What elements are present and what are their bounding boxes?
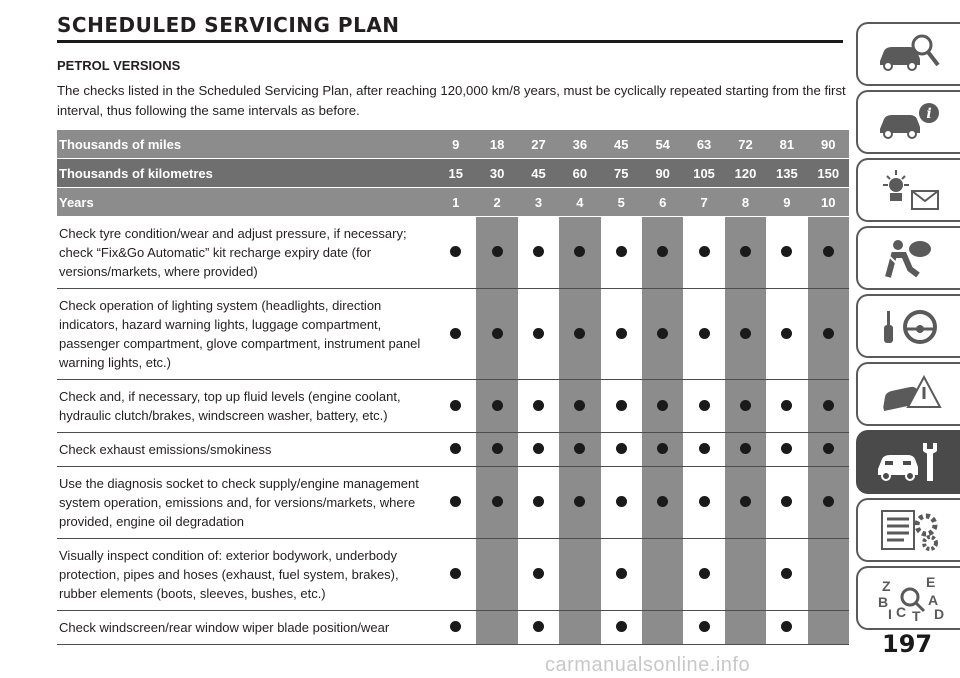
header-value: 90 (808, 130, 849, 159)
interval-cell (559, 433, 600, 467)
interval-cell (683, 467, 724, 539)
check-required-dot (574, 496, 585, 507)
index-letter: I (888, 606, 892, 622)
check-required-dot (616, 443, 627, 454)
check-required-dot (533, 400, 544, 411)
alphabetical-index-icon (874, 573, 944, 623)
tab-knowing-your-car[interactable] (856, 22, 960, 86)
check-required-dot (823, 443, 834, 454)
header-value: 18 (476, 130, 517, 159)
header-value: 2 (476, 188, 517, 217)
interval-cell (476, 467, 517, 539)
interval-cell (808, 611, 849, 645)
check-required-dot (699, 400, 710, 411)
check-required-dot (823, 246, 834, 257)
header-value: 81 (766, 130, 807, 159)
key-steering-wheel-icon (874, 303, 944, 349)
check-required-dot (781, 246, 792, 257)
check-required-dot (450, 496, 461, 507)
check-required-dot (781, 496, 792, 507)
header-value: 45 (518, 159, 559, 188)
table-row (57, 539, 849, 611)
interval-cell (766, 433, 807, 467)
interval-cell (435, 467, 476, 539)
header-value: 5 (601, 188, 642, 217)
interval-cell (725, 217, 766, 289)
check-required-dot (574, 400, 585, 411)
header-value: 10 (808, 188, 849, 217)
tab-in-an-emergency[interactable] (856, 362, 960, 426)
header-value: 9 (435, 130, 476, 159)
check-required-dot (616, 400, 627, 411)
check-required-dot (781, 621, 792, 632)
interval-cell (435, 539, 476, 611)
section-subheading: PETROL VERSIONS (57, 58, 181, 73)
tab-starting-driving[interactable] (856, 294, 960, 358)
interval-cell (518, 611, 559, 645)
check-required-dot (492, 246, 503, 257)
interval-cell (601, 380, 642, 433)
header-row (57, 159, 849, 188)
check-required-dot (492, 328, 503, 339)
check-required-dot (657, 496, 668, 507)
interval-cell (766, 611, 807, 645)
header-value: 7 (683, 188, 724, 217)
car-wrench-icon (874, 439, 944, 485)
header-row (57, 188, 849, 217)
check-required-dot (616, 496, 627, 507)
header-label: Thousands of kilometres (57, 159, 435, 188)
interval-cell (642, 217, 683, 289)
check-required-dot (699, 621, 710, 632)
check-required-dot (823, 496, 834, 507)
interval-cell (642, 289, 683, 380)
header-value: 60 (559, 159, 600, 188)
check-required-dot (699, 328, 710, 339)
check-required-dot (492, 443, 503, 454)
check-description: Check windscreen/rear window wiper blade position/wear (57, 611, 435, 645)
interval-cell (808, 380, 849, 433)
check-required-dot (781, 328, 792, 339)
check-required-dot (450, 400, 461, 411)
interval-cell (725, 433, 766, 467)
check-required-dot (450, 328, 461, 339)
specifications-gear-icon (874, 507, 944, 553)
table-row (57, 467, 849, 539)
table-row (57, 380, 849, 433)
check-required-dot (657, 246, 668, 257)
check-required-dot (450, 246, 461, 257)
check-required-dot (492, 400, 503, 411)
check-required-dot (740, 496, 751, 507)
check-required-dot (740, 246, 751, 257)
interval-cell (435, 433, 476, 467)
interval-cell (683, 217, 724, 289)
check-required-dot (781, 568, 792, 579)
check-required-dot (533, 328, 544, 339)
interval-cell (559, 467, 600, 539)
interval-cell (435, 611, 476, 645)
interval-cell (808, 433, 849, 467)
check-required-dot (616, 568, 627, 579)
interval-cell (476, 433, 517, 467)
header-value: 6 (642, 188, 683, 217)
interval-cell (518, 289, 559, 380)
car-info-icon (874, 99, 944, 145)
interval-cell (808, 539, 849, 611)
interval-cell (435, 217, 476, 289)
header-value: 54 (642, 130, 683, 159)
interval-cell (559, 539, 600, 611)
interval-cell (601, 217, 642, 289)
interval-cell (518, 380, 559, 433)
interval-cell (808, 289, 849, 380)
check-description: Use the diagnosis socket to check supply/engine management system operation, emissions and, for versions/markets, where provided, engine oil degradation (57, 467, 435, 539)
header-label: Thousands of miles (57, 130, 435, 159)
car-magnifier-icon (874, 31, 944, 77)
interval-cell (766, 467, 807, 539)
interval-cell (601, 611, 642, 645)
check-required-dot (450, 621, 461, 632)
header-value: 150 (808, 159, 849, 188)
tab-safety-info[interactable] (856, 90, 960, 154)
header-value: 30 (476, 159, 517, 188)
interval-cell (559, 611, 600, 645)
header-value: 3 (518, 188, 559, 217)
warning-light-message-icon (874, 167, 944, 213)
interval-cell (601, 433, 642, 467)
check-required-dot (616, 328, 627, 339)
interval-cell (435, 380, 476, 433)
watermark: carmanualsonline.info (545, 654, 751, 676)
index-letter: A (928, 592, 939, 608)
tab-technical-specifications[interactable] (856, 498, 960, 562)
header-value: 72 (725, 130, 766, 159)
interval-cell (725, 467, 766, 539)
interval-cell (518, 467, 559, 539)
check-required-dot (657, 400, 668, 411)
header-value: 9 (766, 188, 807, 217)
check-required-dot (574, 246, 585, 257)
interval-cell (476, 611, 517, 645)
header-value: 90 (642, 159, 683, 188)
check-required-dot (657, 328, 668, 339)
interval-cell (476, 217, 517, 289)
interval-cell (559, 217, 600, 289)
header-value: 1 (435, 188, 476, 217)
check-required-dot (616, 246, 627, 257)
interval-cell (642, 380, 683, 433)
interval-cell (518, 217, 559, 289)
interval-cell (683, 539, 724, 611)
interval-cell (642, 433, 683, 467)
check-required-dot (533, 496, 544, 507)
interval-cell (642, 467, 683, 539)
interval-cell (601, 467, 642, 539)
check-required-dot (450, 568, 461, 579)
interval-cell (476, 380, 517, 433)
interval-cell (642, 539, 683, 611)
check-required-dot (740, 328, 751, 339)
check-required-dot (533, 568, 544, 579)
servicing-plan-table (57, 130, 849, 645)
interval-cell (766, 217, 807, 289)
interval-cell (766, 380, 807, 433)
interval-cell (601, 289, 642, 380)
header-value: 63 (683, 130, 724, 159)
check-required-dot (574, 443, 585, 454)
check-required-dot (533, 621, 544, 632)
interval-cell (559, 380, 600, 433)
interval-cell (766, 289, 807, 380)
index-letter: T (912, 608, 921, 623)
interval-cell (683, 433, 724, 467)
index-letter: B (878, 594, 889, 610)
intro-paragraph: The checks listed in the Scheduled Servicing Plan, after reaching 120,000 km/8 years, must be cyclically repeated starting from the first interval, thus following the same intervals as before. (57, 83, 846, 118)
interval-cell (683, 611, 724, 645)
check-required-dot (657, 443, 668, 454)
car-emergency-icon (874, 371, 944, 417)
interval-cell (476, 289, 517, 380)
index-letter: E (926, 574, 936, 590)
interval-cell (518, 539, 559, 611)
index-letter: D (934, 606, 944, 622)
interval-cell (601, 539, 642, 611)
page-title: SCHEDULED SERVICING PLAN (57, 12, 843, 43)
table-row (57, 611, 849, 645)
check-required-dot (533, 443, 544, 454)
index-letter: Z (882, 578, 891, 594)
check-description: Check exhaust emissions/smokiness (57, 433, 435, 467)
interval-cell (559, 289, 600, 380)
check-required-dot (699, 568, 710, 579)
table-row (57, 289, 849, 380)
header-value: 36 (559, 130, 600, 159)
interval-cell (725, 611, 766, 645)
check-description: Visually inspect condition of: exterior bodywork, underbody protection, pipes and hoses (exhaust, fuel system, brakes), rubber elements (boots, sleeves, bushes, etc.) (57, 539, 435, 611)
header-value: 27 (518, 130, 559, 159)
check-required-dot (699, 496, 710, 507)
interval-cell (766, 539, 807, 611)
tab-alphabetical-index[interactable] (856, 566, 960, 630)
table-row (57, 217, 849, 289)
page-number: 197 (882, 630, 933, 658)
interval-cell (808, 467, 849, 539)
interval-cell (435, 289, 476, 380)
header-row (57, 130, 849, 159)
interval-cell (683, 380, 724, 433)
header-value: 75 (601, 159, 642, 188)
check-required-dot (781, 443, 792, 454)
table-row (57, 433, 849, 467)
interval-cell (725, 289, 766, 380)
tab-safety[interactable] (856, 226, 960, 290)
interval-cell (808, 217, 849, 289)
tab-warning-lights[interactable] (856, 158, 960, 222)
check-required-dot (740, 400, 751, 411)
check-required-dot (699, 246, 710, 257)
tab-servicing-and-care[interactable] (856, 430, 960, 494)
check-description: Check and, if necessary, top up fluid levels (engine coolant, hydraulic clutch/brakes, windscreen washer, battery, etc.) (57, 380, 435, 433)
check-required-dot (492, 496, 503, 507)
check-description: Check operation of lighting system (headlights, direction indicators, hazard warning lights, luggage compartment, passenger compartment, glove compartment, instrument panel warning lights, etc.) (57, 289, 435, 380)
header-value: 15 (435, 159, 476, 188)
check-required-dot (823, 400, 834, 411)
header-value: 8 (725, 188, 766, 217)
header-label: Years (57, 188, 435, 217)
airbag-seatbelt-icon (874, 235, 944, 281)
check-required-dot (823, 328, 834, 339)
check-required-dot (533, 246, 544, 257)
interval-cell (518, 433, 559, 467)
check-required-dot (450, 443, 461, 454)
header-value: 105 (683, 159, 724, 188)
interval-cell (683, 289, 724, 380)
check-description: Check tyre condition/wear and adjust pressure, if necessary; check “Fix&Go Automatic” kit recharge expiry date (for versions/markets, where provided) (57, 217, 435, 289)
header-value: 45 (601, 130, 642, 159)
check-required-dot (699, 443, 710, 454)
header-value: 135 (766, 159, 807, 188)
header-value: 120 (725, 159, 766, 188)
interval-cell (725, 380, 766, 433)
header-value: 4 (559, 188, 600, 217)
interval-cell (642, 611, 683, 645)
check-required-dot (574, 328, 585, 339)
check-required-dot (781, 400, 792, 411)
index-letter: C (896, 604, 907, 620)
interval-cell (476, 539, 517, 611)
check-required-dot (616, 621, 627, 632)
svg-text:i: i (926, 106, 932, 122)
check-required-dot (740, 443, 751, 454)
interval-cell (725, 539, 766, 611)
